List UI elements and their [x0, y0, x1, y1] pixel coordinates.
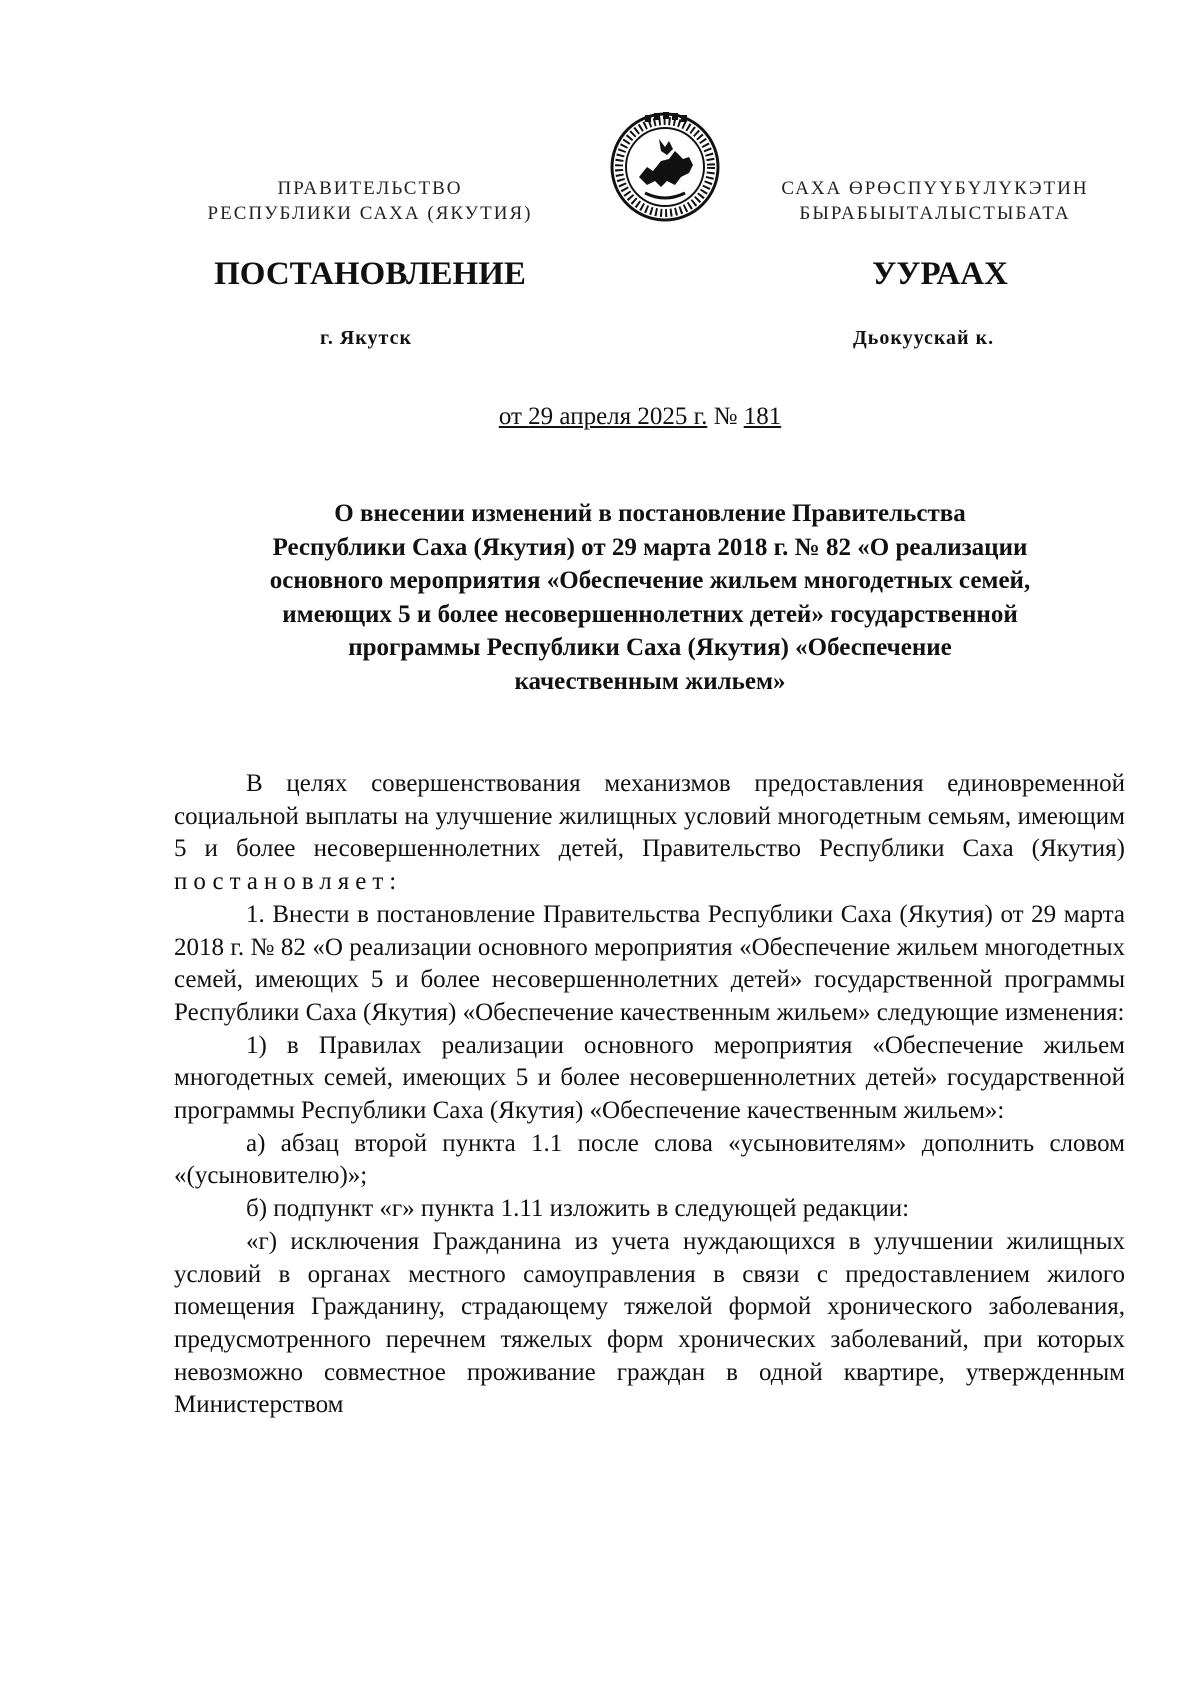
header-right-line1: САХА ӨРӨСПҮҮБҮЛҮКЭТИН	[781, 178, 1089, 199]
body-paragraph-5: б) подпункт «г» пункта 1.11 изложить в следующей редакции:	[246, 1195, 910, 1223]
body-paragraph-4: а) абзац второй пункта 1.1 после слова «усыновителям» дополнить словом «(усыновителю)»;	[174, 1129, 1125, 1190]
title-line: О внесении изменений в постановление Правительства	[334, 500, 966, 527]
dateline-date: 29 апреля 2025 г.	[528, 403, 708, 430]
p1-text: В целях совершенствования механизмов предоставления единовременной социальной выплаты на улучшение жилищных условий многодетным семьям, имеющим 5 и более несовершеннолетних детей, Правительство Республики Саха (Якутия)	[174, 770, 1125, 863]
city-right: Дьокуускай к.	[853, 327, 995, 349]
p1-verb: постановляет:	[174, 868, 403, 896]
dateline-mid: №	[707, 403, 744, 430]
title-line: основного мероприятия «Обеспечение жильем многодетных семей,	[269, 567, 1031, 594]
body-paragraph-3: 1) в Правилах реализации основного мероприятия «Обеспечение жильем многодетных семей, имеющих 5 и более несовершеннолетних детей» государственной программы Республики Саха (Якутия) «Обеспечение качественным жильем»:	[174, 1031, 1125, 1125]
body-paragraph-6: «г) исключения Гражданина из учета нуждающихся в улучшении жилищных условий в органах местного самоуправления в связи с предоставлением жилого помещения Гражданину, страдающему тяжелой формой хронического заболевания, предусмотренного перечнем тяжелых форм хронических заболеваний, при которых невозможно совместное проживание граждан в одной квартире, утвержденным Министерством	[174, 1227, 1125, 1419]
emblem-of-sakha-icon	[609, 111, 721, 223]
city-left: г. Якутск	[320, 327, 412, 349]
doc-type-right: УУРААХ	[872, 256, 1008, 292]
header-left	[175, 176, 565, 226]
dateline	[0, 403, 1200, 431]
header-left-line1: ПРАВИТЕЛЬСТВО	[277, 178, 463, 199]
header-right	[745, 176, 1125, 226]
title-line: Республики Саха (Якутия) от 29 марта 2018 г. № 82 «О реализации	[272, 533, 1028, 561]
header-right-line2: БЫРАБЫЫТАЛЫСТЫБАТА	[799, 203, 1071, 224]
title-line: имеющих 5 и более несовершеннолетних детей» государственной	[282, 600, 1018, 628]
body-paragraph-1	[174, 768, 1125, 899]
title-line: качественным жильем»	[514, 667, 786, 695]
header-left-line2: РЕСПУБЛИКИ САХА (ЯКУТИЯ)	[207, 203, 533, 224]
document-title	[180, 497, 1120, 698]
doc-type-left: ПОСТАНОВЛЕНИЕ	[214, 256, 526, 292]
body-paragraph-2: 1. Внести в постановление Правительства Республики Саха (Якутия) от 29 марта 2018 г. № 82 «О реализации основного мероприятия «Обеспечение жильем многодетных семей, имеющих 5 и более несовершеннолетних детей» государственной программы Республики Саха (Якутия) «Обеспечение качественным жильем» следующие изменения:	[174, 900, 1125, 1026]
dateline-number: 181	[743, 403, 782, 430]
title-line: программы Республики Саха (Якутия) «Обеспечение	[348, 634, 952, 661]
dateline-prefix: от	[498, 403, 529, 430]
document-body	[174, 768, 1125, 1422]
